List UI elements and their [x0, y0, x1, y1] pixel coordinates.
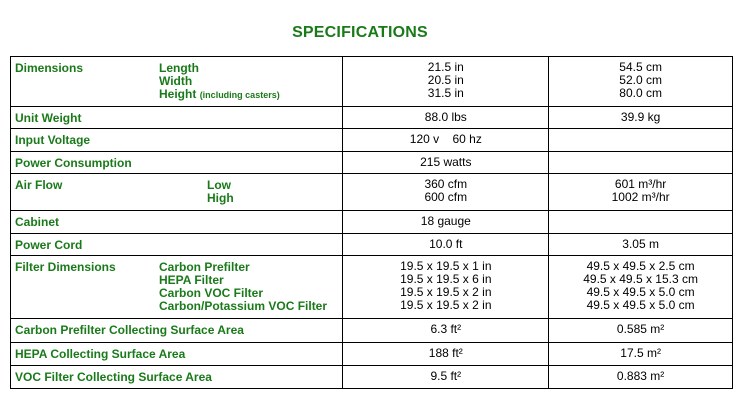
- width-metric: 52.0 cm: [619, 73, 662, 87]
- sub-label-height: Height: [159, 87, 197, 101]
- height-metric: 80.0 cm: [619, 86, 662, 100]
- table-row-air-flow: [11, 174, 733, 211]
- row-label-unit-weight: Unit Weight: [15, 111, 82, 125]
- dimension-sub-labels: [159, 62, 280, 102]
- row-label-carbon-prefilter-area: Carbon Prefilter Collecting Surface Area: [15, 323, 244, 337]
- air-flow-sub-labels: [207, 179, 234, 205]
- sub-label-low: Low: [207, 178, 231, 192]
- carbon-potassium-voc-filter-metric: 49.5 x 49.5 x 5.0 cm: [586, 298, 695, 312]
- hepa-area-metric: 17.5 m²: [549, 343, 733, 366]
- length-metric: 54.5 cm: [619, 60, 662, 74]
- page-title: SPECIFICATIONS: [292, 24, 428, 41]
- row-label-power-consumption: Power Consumption: [15, 156, 132, 170]
- carbon-voc-filter-metric: 49.5 x 49.5 x 5.0 cm: [586, 285, 695, 299]
- row-label-filter-dimensions: Filter Dimensions: [15, 260, 116, 274]
- sub-label-hepa-filter: HEPA Filter: [159, 273, 224, 287]
- air-flow-low-imperial: 360 cfm: [424, 177, 468, 191]
- row-label-voc-area: VOC Filter Collecting Surface Area: [15, 370, 212, 384]
- row-label-input-voltage: Input Voltage: [15, 133, 91, 147]
- unit-weight-imperial: 88.0 lbs: [343, 107, 549, 129]
- carbon-potassium-voc-filter-imperial: 19.5 x 19.5 x 2 in: [400, 298, 492, 312]
- length-imperial: 21.5 in: [427, 60, 464, 74]
- table-row-input-voltage: [11, 129, 733, 152]
- power-cord-metric: 3.05 m: [549, 234, 733, 256]
- table-row-unit-weight: [11, 107, 733, 129]
- power-consumption-value: 215 watts: [343, 152, 549, 174]
- carbon-prefilter-metric: 49.5 x 49.5 x 2.5 cm: [586, 259, 695, 273]
- table-row-filter-dimensions: [11, 256, 733, 319]
- unit-weight-metric: 39.9 kg: [549, 107, 733, 129]
- height-imperial: 31.5 in: [427, 86, 464, 100]
- row-label-air-flow: Air Flow: [15, 178, 63, 192]
- table-row-hepa-area: [11, 343, 733, 366]
- carbon-prefilter-imperial: 19.5 x 19.5 x 1 in: [400, 259, 492, 273]
- row-label-hepa-area: HEPA Collecting Surface Area: [15, 347, 186, 361]
- air-flow-high-imperial: 600 cfm: [424, 190, 468, 204]
- row-label-dimensions: Dimensions: [15, 61, 84, 75]
- width-imperial: 20.5 in: [427, 73, 464, 87]
- carbon-prefilter-area-metric: 0.585 m²: [549, 319, 733, 343]
- input-voltage-value: 120 v 60 hz: [343, 129, 549, 152]
- sub-label-carbon-potassium-voc-filter: Carbon/Potassium VOC Filter: [159, 299, 328, 313]
- hepa-area-imperial: 188 ft²: [343, 343, 549, 366]
- row-label-cabinet: Cabinet: [15, 215, 60, 229]
- row-label-power-cord: Power Cord: [15, 238, 83, 252]
- sub-label-length: Length: [159, 61, 199, 75]
- hepa-filter-imperial: 19.5 x 19.5 x 6 in: [400, 272, 492, 286]
- table-row-power-cord: [11, 234, 733, 256]
- power-cord-imperial: 10.0 ft: [343, 234, 549, 256]
- table-row-carbon-prefilter-area: [11, 319, 733, 343]
- table-row-cabinet: [11, 211, 733, 234]
- table-row-voc-area: [11, 366, 733, 389]
- air-flow-low-metric: 601 m³/hr: [614, 177, 667, 191]
- carbon-prefilter-area-imperial: 6.3 ft²: [343, 319, 549, 343]
- sub-label-width: Width: [159, 74, 193, 88]
- hepa-filter-metric: 49.5 x 49.5 x 15.3 cm: [583, 272, 698, 286]
- table-row-power-consumption: [11, 152, 733, 174]
- air-flow-high-metric: 1002 m³/hr: [611, 190, 670, 204]
- voc-area-imperial: 9.5 ft²: [343, 366, 549, 389]
- cabinet-value: 18 gauge: [343, 211, 549, 234]
- sub-label-carbon-voc-filter: Carbon VOC Filter: [159, 286, 264, 300]
- specifications-table: [10, 56, 733, 389]
- height-note: (including casters): [199, 90, 280, 100]
- sub-label-carbon-prefilter: Carbon Prefilter: [159, 260, 250, 274]
- table-row-dimensions: [11, 57, 733, 107]
- carbon-voc-filter-imperial: 19.5 x 19.5 x 2 in: [400, 285, 492, 299]
- sub-label-height-line: [159, 88, 280, 102]
- filter-sub-labels: [159, 261, 327, 313]
- sub-label-high: High: [207, 191, 234, 205]
- voc-area-metric: 0.883 m²: [549, 366, 733, 389]
